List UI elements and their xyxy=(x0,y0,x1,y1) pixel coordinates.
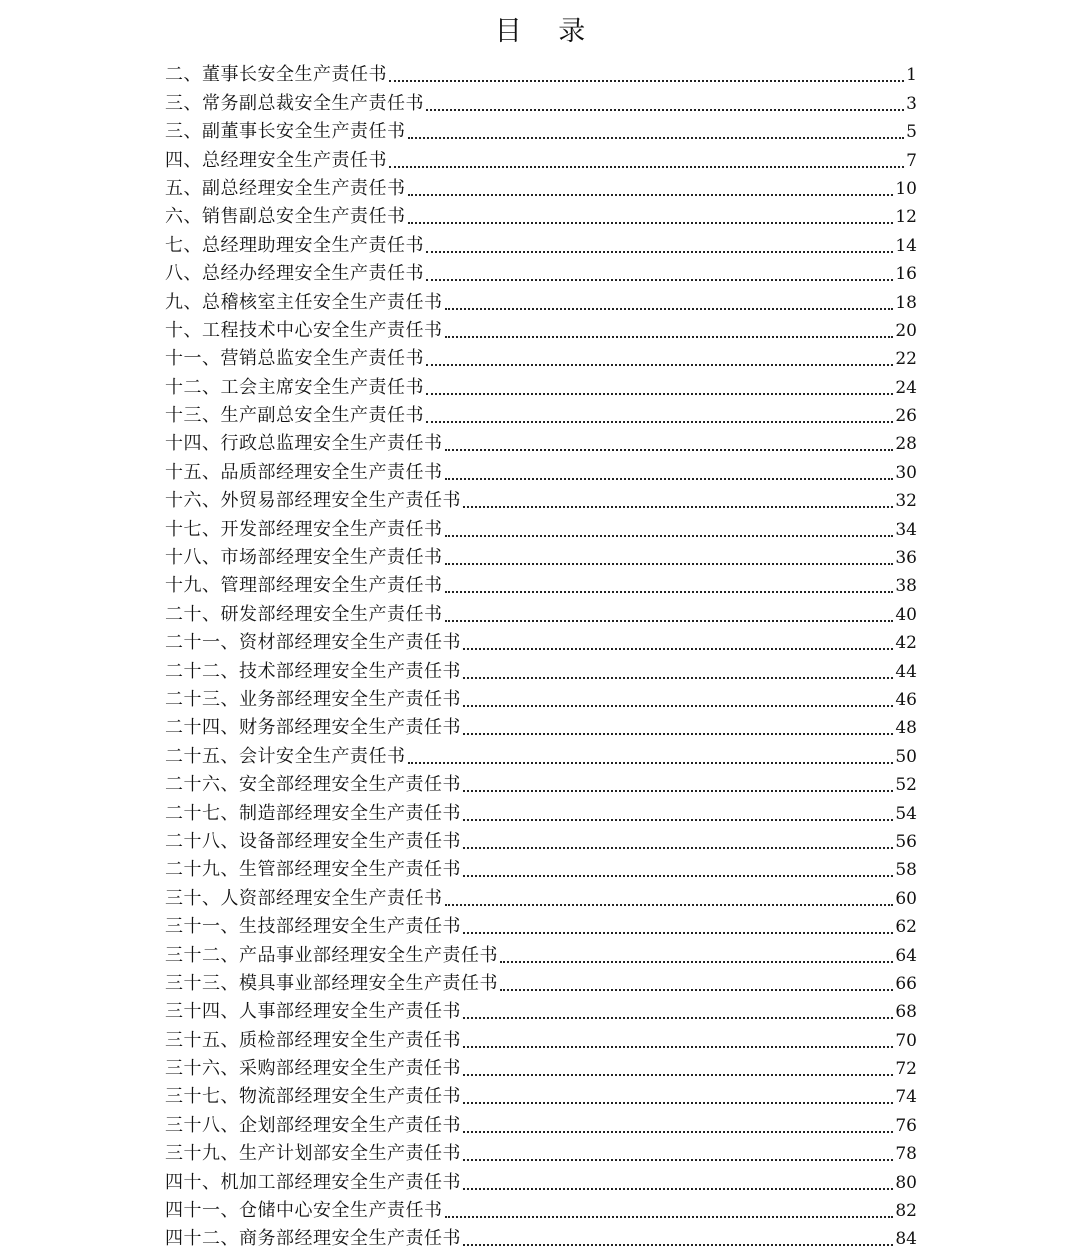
toc-entry[interactable] xyxy=(165,260,917,288)
toc-entry[interactable] xyxy=(165,742,917,770)
toc-dot-leader xyxy=(463,932,893,934)
toc-dot-leader xyxy=(426,421,893,423)
toc-dot-leader xyxy=(463,733,893,735)
toc-entry[interactable] xyxy=(165,1111,917,1139)
toc-entry-page-number: 82 xyxy=(895,1201,917,1222)
toc-dot-leader xyxy=(463,1102,893,1104)
toc-entry-page-number: 78 xyxy=(895,1144,917,1165)
toc-entry[interactable] xyxy=(165,1055,917,1083)
toc-dot-leader xyxy=(445,449,894,451)
toc-dot-leader xyxy=(463,1046,893,1048)
toc-entry-label: 三十二、产品事业部经理安全生产责任书 xyxy=(165,944,498,966)
toc-dot-leader xyxy=(463,1188,893,1190)
toc-entry-page-number: 40 xyxy=(895,604,917,625)
toc-entry-label: 十、工程技术中心安全生产责任书 xyxy=(165,319,443,341)
toc-dot-leader xyxy=(445,620,894,622)
toc-dot-leader xyxy=(426,364,893,366)
toc-dot-leader xyxy=(408,194,894,196)
toc-entry[interactable] xyxy=(165,430,917,458)
toc-entry-page-number: 7 xyxy=(906,150,917,171)
toc-dot-leader xyxy=(426,251,893,253)
toc-dot-leader xyxy=(445,904,894,906)
toc-entry-label: 八、总经办经理安全生产责任书 xyxy=(165,263,424,285)
toc-entry-label: 二、董事长安全生产责任书 xyxy=(165,64,387,86)
toc-entry-label: 二十四、财务部经理安全生产责任书 xyxy=(165,717,461,739)
toc-entry-page-number: 76 xyxy=(895,1115,917,1136)
toc-dot-leader xyxy=(408,222,894,224)
toc-entry-page-number: 36 xyxy=(895,548,917,569)
toc-entry[interactable] xyxy=(165,941,917,969)
toc-entry[interactable] xyxy=(165,828,917,856)
toc-dot-leader xyxy=(426,279,893,281)
toc-entry-page-number: 16 xyxy=(895,264,917,285)
toc-entry[interactable] xyxy=(165,1225,917,1253)
toc-entry-page-number: 14 xyxy=(895,235,917,256)
toc-entry-page-number: 62 xyxy=(895,917,917,938)
toc-entry[interactable] xyxy=(165,884,917,912)
toc-dot-leader xyxy=(408,137,905,139)
toc-entry[interactable] xyxy=(165,714,917,742)
toc-dot-leader xyxy=(463,506,893,508)
toc-entry-page-number: 12 xyxy=(895,207,917,228)
toc-entry-label: 十九、管理部经理安全生产责任书 xyxy=(165,575,443,597)
toc-entry-label: 三十三、模具事业部经理安全生产责任书 xyxy=(165,972,498,994)
toc-dot-leader xyxy=(463,1159,893,1161)
toc-entry-page-number: 3 xyxy=(906,93,917,114)
toc-entry-label: 九、总稽核室主任安全生产责任书 xyxy=(165,291,443,313)
toc-entry[interactable] xyxy=(165,998,917,1026)
toc-entry-page-number: 18 xyxy=(895,292,917,313)
toc-entry-label: 二十二、技术部经理安全生产责任书 xyxy=(165,660,461,682)
toc-entry[interactable] xyxy=(165,657,917,685)
toc-entry-label: 十三、生产副总安全生产责任书 xyxy=(165,405,424,427)
toc-entry[interactable] xyxy=(165,89,917,117)
toc-entry-page-number: 44 xyxy=(895,661,917,682)
toc-dot-leader xyxy=(389,166,904,168)
toc-entry[interactable] xyxy=(165,515,917,543)
toc-dot-leader xyxy=(445,1216,894,1218)
toc-dot-leader xyxy=(463,1131,893,1133)
toc-entry[interactable] xyxy=(165,288,917,316)
toc-entry-label: 四、总经理安全生产责任书 xyxy=(165,149,387,171)
toc-dot-leader xyxy=(445,336,894,338)
toc-entry-page-number: 52 xyxy=(895,775,917,796)
toc-entry[interactable] xyxy=(165,1083,917,1111)
toc-entry-label: 五、副总经理安全生产责任书 xyxy=(165,177,406,199)
toc-dot-leader xyxy=(408,762,894,764)
toc-dot-leader xyxy=(445,478,894,480)
toc-entry-page-number: 74 xyxy=(895,1087,917,1108)
toc-dot-leader xyxy=(463,648,893,650)
toc-entry-page-number: 34 xyxy=(895,519,917,540)
toc-entry[interactable] xyxy=(165,118,917,146)
toc-entry[interactable] xyxy=(165,913,917,941)
toc-dot-leader xyxy=(445,535,894,537)
toc-entry-page-number: 20 xyxy=(895,320,917,341)
toc-entry-label: 三十八、企划部经理安全生产责任书 xyxy=(165,1114,461,1136)
toc-entry[interactable] xyxy=(165,203,917,231)
toc-entry-label: 七、总经理助理安全生产责任书 xyxy=(165,234,424,256)
toc-dot-leader xyxy=(463,1017,893,1019)
toc-entry-page-number: 24 xyxy=(895,377,917,398)
toc-entry-label: 二十一、资材部经理安全生产责任书 xyxy=(165,632,461,654)
toc-entry[interactable] xyxy=(165,61,917,89)
toc-entry-label: 三十一、生技部经理安全生产责任书 xyxy=(165,916,461,938)
toc-entry[interactable] xyxy=(165,771,917,799)
toc-entry-label: 三、副董事长安全生产责任书 xyxy=(165,121,406,143)
toc-dot-leader xyxy=(500,989,893,991)
toc-entry-page-number: 10 xyxy=(895,178,917,199)
toc-entry[interactable] xyxy=(165,146,917,174)
toc-entry-label: 三十、人资部经理安全生产责任书 xyxy=(165,887,443,909)
toc-dot-leader xyxy=(463,1074,893,1076)
toc-entry-label: 二十三、业务部经理安全生产责任书 xyxy=(165,688,461,710)
toc-entry[interactable] xyxy=(165,345,917,373)
toc-entry-label: 十八、市场部经理安全生产责任书 xyxy=(165,547,443,569)
toc-entry[interactable] xyxy=(165,1026,917,1054)
toc-dot-leader xyxy=(445,308,894,310)
toc-entry-label: 十一、营销总监安全生产责任书 xyxy=(165,348,424,370)
toc-entry[interactable] xyxy=(165,1168,917,1196)
toc-entry-label: 四十、机加工部经理安全生产责任书 xyxy=(165,1171,461,1193)
toc-entry-label: 十二、工会主席安全生产责任书 xyxy=(165,376,424,398)
toc-dot-leader xyxy=(389,80,904,82)
toc-entry-label: 三十六、采购部经理安全生产责任书 xyxy=(165,1058,461,1080)
toc-entry-page-number: 22 xyxy=(895,349,917,370)
toc-entry-label: 三十四、人事部经理安全生产责任书 xyxy=(165,1001,461,1023)
toc-entry[interactable] xyxy=(165,402,917,430)
toc-entry[interactable] xyxy=(165,799,917,827)
toc-entry[interactable] xyxy=(165,1197,917,1225)
toc-entry-page-number: 84 xyxy=(895,1229,917,1250)
toc-entry-page-number: 72 xyxy=(895,1059,917,1080)
toc-entry-label: 二十七、制造部经理安全生产责任书 xyxy=(165,802,461,824)
toc-entry[interactable] xyxy=(165,686,917,714)
toc-dot-leader xyxy=(463,1244,893,1246)
toc-entry[interactable] xyxy=(165,600,917,628)
toc-entry-label: 二十八、设备部经理安全生产责任书 xyxy=(165,830,461,852)
toc-dot-leader xyxy=(463,790,893,792)
toc-entry-page-number: 30 xyxy=(895,462,917,483)
toc-dot-leader xyxy=(445,563,894,565)
toc-entry-label: 十四、行政总监理安全生产责任书 xyxy=(165,433,443,455)
toc-entry[interactable] xyxy=(165,373,917,401)
toc-dot-leader xyxy=(463,819,893,821)
toc-entry[interactable] xyxy=(165,317,917,345)
toc-entry-label: 十七、开发部经理安全生产责任书 xyxy=(165,518,443,540)
toc-entry[interactable] xyxy=(165,175,917,203)
toc-entry-label: 二十九、生管部经理安全生产责任书 xyxy=(165,859,461,881)
toc-dot-leader xyxy=(463,705,893,707)
toc-entry-label: 三十五、质检部经理安全生产责任书 xyxy=(165,1029,461,1051)
toc-entry-page-number: 56 xyxy=(895,831,917,852)
toc-dot-leader xyxy=(445,591,894,593)
toc-entry-label: 四十一、仓储中心安全生产责任书 xyxy=(165,1200,443,1222)
toc-entry-page-number: 66 xyxy=(895,973,917,994)
toc-dot-leader xyxy=(463,677,893,679)
toc-entry-label: 十五、品质部经理安全生产责任书 xyxy=(165,461,443,483)
toc-entry[interactable] xyxy=(165,572,917,600)
toc-dot-leader xyxy=(463,875,893,877)
toc-entry-page-number: 58 xyxy=(895,860,917,881)
toc-entry-label: 三十九、生产计划部安全生产责任书 xyxy=(165,1143,461,1165)
toc-entry-page-number: 70 xyxy=(895,1030,917,1051)
toc-entry-page-number: 5 xyxy=(906,122,917,143)
toc-entry[interactable] xyxy=(165,629,917,657)
toc-entry-label: 二十五、会计安全生产责任书 xyxy=(165,745,406,767)
toc-entry-label: 二十六、安全部经理安全生产责任书 xyxy=(165,774,461,796)
toc-entry-page-number: 50 xyxy=(895,746,917,767)
toc-dot-leader xyxy=(500,961,893,963)
toc-entry[interactable] xyxy=(165,856,917,884)
toc-entry-page-number: 54 xyxy=(895,803,917,824)
toc-entry-label: 三、常务副总裁安全生产责任书 xyxy=(165,92,424,114)
toc-entry-page-number: 60 xyxy=(895,888,917,909)
toc-entry-label: 十六、外贸易部经理安全生产责任书 xyxy=(165,490,461,512)
toc-entry-label: 四十二、商务部经理安全生产责任书 xyxy=(165,1228,461,1250)
toc-entry-page-number: 26 xyxy=(895,406,917,427)
toc-entry-page-number: 38 xyxy=(895,576,917,597)
toc-entry-page-number: 28 xyxy=(895,434,917,455)
toc-entry-page-number: 42 xyxy=(895,633,917,654)
toc-entry-label: 二十、研发部经理安全生产责任书 xyxy=(165,603,443,625)
toc-entry[interactable] xyxy=(165,970,917,998)
toc-entry-label: 六、销售副总安全生产责任书 xyxy=(165,206,406,228)
page-title: 目 录 xyxy=(494,16,600,47)
toc-entry-page-number: 1 xyxy=(906,65,917,86)
toc-entry-page-number: 32 xyxy=(895,491,917,512)
toc-entry-page-number: 68 xyxy=(895,1002,917,1023)
toc-entry-page-number: 46 xyxy=(895,689,917,710)
toc-entry-page-number: 80 xyxy=(895,1172,917,1193)
toc-entry[interactable] xyxy=(165,1140,917,1168)
toc-entry[interactable] xyxy=(165,487,917,515)
toc-entry[interactable] xyxy=(165,544,917,572)
toc-entry-label: 三十七、物流部经理安全生产责任书 xyxy=(165,1086,461,1108)
toc-dot-leader xyxy=(463,847,893,849)
toc-entry-page-number: 64 xyxy=(895,945,917,966)
toc-dot-leader xyxy=(426,109,904,111)
toc-entry-page-number: 48 xyxy=(895,718,917,739)
toc-entry[interactable] xyxy=(165,458,917,486)
table-of-contents xyxy=(165,61,917,1253)
toc-entry[interactable] xyxy=(165,231,917,259)
toc-dot-leader xyxy=(426,393,893,395)
